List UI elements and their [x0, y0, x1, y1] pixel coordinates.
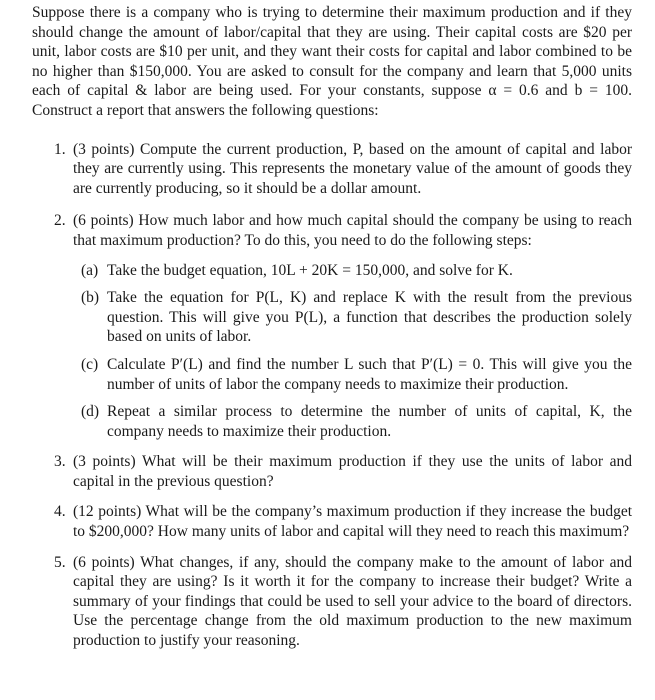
intro-text: Suppose there is a company who is trying to determine their maximum production and if they should change the amount of labor/capital that they are using. Their capital costs are $20 per unit, labor costs are $10 per unit, and they want their costs for capital and labor combined to be no higher than $150,000. You are asked to consult for the company and learn that 5,000 units each of capital & labor are being used. For your constants, suppose α = 0.6 and b = 100. Construct a report that answers the following questions: [32, 4, 632, 119]
document-page [32, 3, 632, 662]
question-item [32, 502, 632, 541]
subquestion-text: Take the equation for P(L, K) and replace K with the result from the previous question. This will give you P(L), a function that describes the production solely based on units of labor. [107, 289, 632, 346]
question-text: (6 points) What changes, if any, should the company make to the amount of labor and capital they are using? Is it worth it for the company to increase their budget? Write a summary of your findings that could be used to sell your advice to the board of directors. Use the percentage change from the old maximum production to the new maximum production to justify your reasoning. [73, 553, 632, 650]
question-number: 5. [54, 553, 66, 571]
subquestion-label: (d) [81, 403, 100, 421]
subquestion-item [73, 355, 632, 394]
subquestion-text: Take the budget equation, 10L + 20K = 150,000, and solve for K. [107, 261, 513, 279]
subquestion-list [73, 261, 632, 442]
question-item [32, 140, 632, 199]
subquestion-item [73, 288, 632, 347]
question-item [32, 211, 632, 441]
subquestion-label: (b) [81, 289, 100, 307]
subquestion-item [73, 402, 632, 441]
subquestion-text: Calculate P′(L) and find the number L such that P′(L) = 0. This will give you the number of units of labor the company needs to maximize their production. [107, 355, 632, 393]
subquestion-item [73, 261, 632, 281]
question-text: (3 points) What will be their maximum production if they use the units of labor and capital in the previous question? [73, 453, 632, 490]
question-text: (12 points) What will be the company’s maximum production if they increase the budget to $200,000? How many units of labor and capital will they need to reach this maximum? [73, 503, 632, 541]
subquestion-label: (c) [81, 355, 99, 373]
question-number: 4. [54, 503, 66, 521]
intro-paragraph [32, 3, 632, 121]
subquestion-text: Repeat a similar process to determine the number of units of capital, K, the company needs to maximize their production. [107, 403, 632, 440]
question-list [32, 140, 632, 651]
question-number: 3. [54, 453, 66, 471]
question-number: 1. [54, 140, 66, 158]
question-number: 2. [54, 212, 66, 230]
question-text: (3 points) Compute the current production, P, based on the amount of capital and labor they are currently using. This represents the monetary value of the amount of goods they are currently producing, so it should be a dollar amount. [73, 140, 632, 197]
question-item [32, 452, 632, 491]
question-text: (6 points) How much labor and how much capital should the company be using to reach that maximum production? To do this, you need to do the following steps: [73, 212, 632, 249]
question-item [32, 553, 632, 651]
subquestion-label: (a) [81, 261, 99, 279]
